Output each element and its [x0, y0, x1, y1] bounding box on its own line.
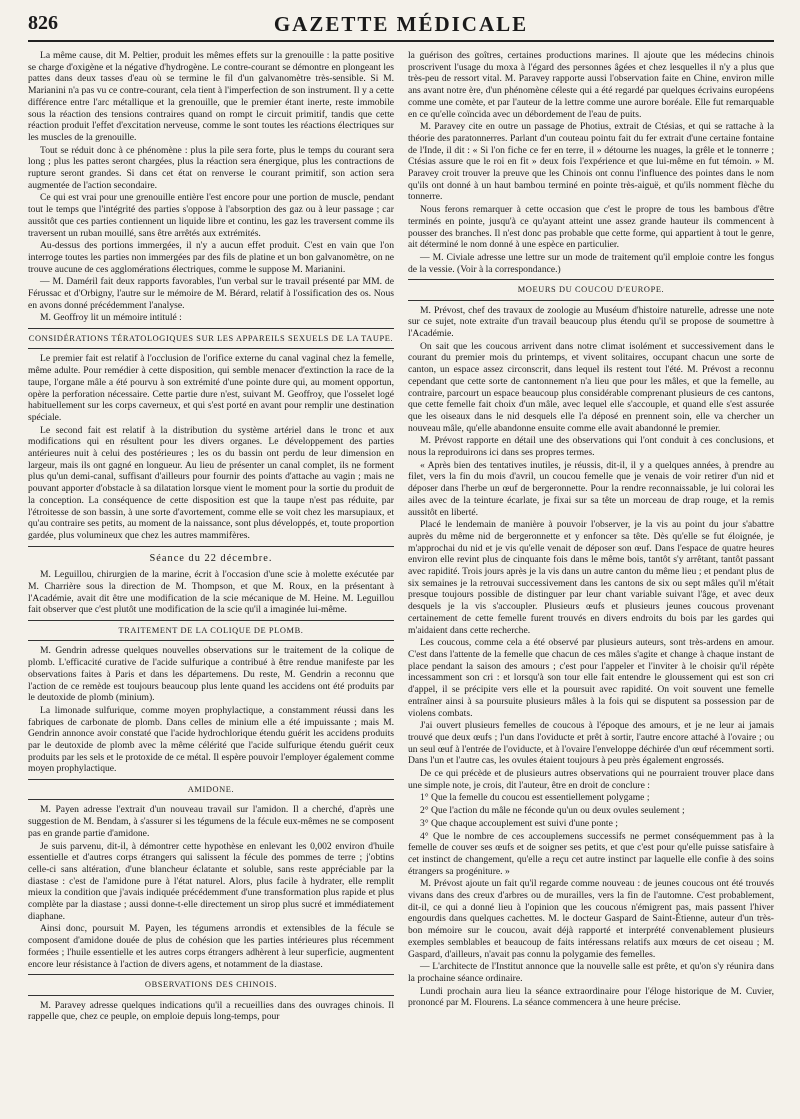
paragraph: Au-dessus des portions immergées, il n'y a aucun effet produit. C'est en vain que l'on interroge toutes les parties non immergées par des fils de platine et un bon galvanomètre, on ne trouve aucune de ces agglomérations électriques, comme le suppose M. Marianini.	[28, 240, 394, 275]
section-rule	[28, 640, 394, 641]
paragraph: 2° Que l'action du mâle ne féconde qu'un ou deux ovules seulement ;	[420, 805, 685, 817]
paragraph: Le premier fait est relatif à l'occlusion de l'orifice externe du canal vaginal chez la femelle, même adulte. Pour remédier à cette disposition, qui semble menacer d'extinction la race de la taupe, l'organe mâle a été pourvu à son extrémité d'une pointe dure qui, au moment opportun, opère la perforation nécessaire. Cette partie dure n'est, suivant M. Geoffroy, que l'osselet logé habituellement sur les corps caverneux, et qui s'est porté en avant pour remplir une destination spéciale.	[28, 353, 394, 423]
section-heading: CONSIDÉRATIONS TÉRATOLOGIQUES SUR LES APPAREILS SEXUELS DE LA TAUPE.	[28, 334, 394, 344]
section-rule	[408, 300, 774, 301]
paragraph: M. Prévost ajoute un fait qu'il regarde comme nouveau : de jeunes coucous ont été trouvés vivans dans des creux d'arbres ou de murailles, vers la fin de l'automne. C'est probablement, dit-il, ce qui a donné lieu à l'opinion que les coucous n'émigrent pas, mais passent l'hiver engourdis dans quelques cachettes. M. le docteur Gaspard de Saint-Étienne, auteur d'un très-bon mémoire sur le coucou, avait déjà rapporté et interprété convenablement plusieurs exemples semblables et beaucoup de faits intéressans relatifs aux mœurs de cet oiseau ; M. Gaspard, d'ailleurs, n'avait pas connu la polygamie des femelles.	[408, 878, 774, 960]
journal-title: GAZETTE MÉDICALE	[273, 12, 529, 36]
paragraph: 3° Que chaque accouplement est suivi d'une ponte ;	[420, 817, 618, 829]
paragraph: La limonade sulfurique, comme moyen prophylactique, a constamment réussi dans les fabriques de carbonate de plomb. Dans celles de minium elle a été impuissante ; mais M. Gendrin annonce avoir constaté que l'acide hydrochlorique étendu guérit les accidens produits par le deutoxide de plomb avec la même célérité que l'acide sulfurique étendu guérit ceux produits par les sels et le protoxide de ce métal. Il espère pouvoir l'employer également comme moyen prophylactique.	[28, 704, 394, 775]
section-rule	[408, 279, 774, 280]
section-rule	[28, 348, 394, 349]
paragraph: 1° Que la femelle du coucou est essentiellement polygame ;	[420, 792, 650, 804]
paragraph: Nous ferons remarquer à cette occasion que c'est le propre de tous les bambous d'être terminés en pointe, jusqu'à ce qu'ayant atteint une assez grande hauteur ils commencent à pousser des branches. Il n'est donc pas probable que cette forme, qui appartient à tout le genre, ait déterminé le nom donné à une espèce en particulier.	[408, 204, 774, 251]
paragraph: M. Paravey cite en outre un passage de Photius, extrait de Ctésias, et qui se rattache à la théorie des paratonnerres. Parlant d'un couteau pointu fait du fer extrait d'une certaine fontaine de l'Inde, il dit : « Si l'on fiche ce fer en terre, il » détourne les nuages, la grêle et le tonnerre ; Ctésias assure que le roi en fit » deux fois l'expérience et que lui-même en fut témoin. » M. Paravey croit trouver la preuve que les Chinois ont connu l'influence des pointes dans le nom qu'ils ont donné à un haut bambou terminé en pointe très-aiguë, et qu'ils nomment flèche du tonnerre.	[408, 121, 774, 203]
paragraph: Ainsi donc, poursuit M. Payen, les tégumens arrondis et extensibles de la fécule se composent d'amidone douée de plus de cohésion que les parties intérieures plus récemment formées ; l'huile essentielle et les autres corps étrangers adhèrent à leur superficie, augmentent encore leur résistance à l'action de divers agens, et notamment de la diastase.	[28, 923, 394, 970]
paragraph: Lundi prochain aura lieu la séance extraordinaire pour l'éloge historique de M. Cuvier, prononcé par M. Flourens. La séance commencera à une heure précise.	[408, 985, 774, 1009]
right-column	[408, 50, 774, 1024]
section-rule	[28, 546, 394, 547]
section-rule	[28, 328, 394, 329]
paragraph: Les coucous, comme cela a été observé par plusieurs auteurs, sont très-ardens en amour. C'est dans l'attente de la femelle que chacun de ces mâles s'agite et change à chaque instant de place pendant la saison des amours ; c'est pour l'appeler et l'inviter à le choisir qu'il répète incessamment son cri : et lorsqu'à son tour elle fait entendre le gloussement qui est son cri d'appel, il se précipite vers elle et la poursuit avec rapidité. On voit souvent une femelle entraîner ainsi à sa poursuite plusieurs mâles à la fois qui se disputent sa possession par de violens combats.	[408, 637, 774, 719]
left-column	[28, 50, 394, 1024]
paragraph: M. Leguillou, chirurgien de la marine, écrit à l'occasion d'une scie à molette exécutée par M. Charrière sous la direction de M. Thompson, et que M. Roux, en la présentant à l'Académie, avait dit être une modification de la scie mécanique de M. Heine. M. Leguillou fait observer que c'est plutôt une modification de la scie qu'il a imaginée lui-même.	[28, 569, 394, 616]
section-heading: MOEURS DU COUCOU D'EUROPE.	[517, 285, 665, 295]
section-heading: TRAITEMENT DE LA COLIQUE DE PLOMB.	[118, 626, 304, 636]
paragraph: Je suis parvenu, dit-il, à démontrer cette hypothèse en enlevant les 0,002 environ d'huile essentielle et d'autres corps étrangers qui salissent la fécule des pommes de terre ; j'obtins celle-ci sans altération, d'une blancheur éclatante et soluble, sans reste appréciable par la diastase : c'est de l'amidone pure à l'état naturel. Alors, plus facile à hydrater, elle remplit mieux la condition que j'avais indiquée précédemment d'une transformation plus rapide et plus complète par la diastase ; aussi donne-t-elle directement un sirop plus sucré et immédiatement diaphane.	[28, 840, 394, 922]
section-rule	[28, 799, 394, 800]
paragraph: M. Geoffroy lit un mémoire intitulé :	[40, 312, 182, 324]
paragraph: La même cause, dit M. Peltier, produit les mêmes effets sur la grenouille : la patte positive se charge d'oxigène et la négative d'hydrogène. Le contre-courant se démontre en plongeant les pattes dans deux tasses d'eau où se termine le fil d'un galvanomètre très-sensible. Si M. Marianini n'a pas vu ce contre-courant, cela tient à l'imperfection de son instrument. Il y a cette différence entre l'arc métallique et la grenouille, que le premier étant inerte, reste immobile sous la réaction des tensions contraires quand on rompt le circuit primitif, tandis que cette réaction produit l'effet d'excitation nerveuse, comme le sont toutes les réactions électriques sur les muscles de la grenouille.	[28, 50, 394, 143]
paragraph: M. Prévost, chef des travaux de zoologie au Muséum d'histoire naturelle, adresse une note sur ce sujet, note extraite d'un travail beaucoup plus étendu qu'il se propose de soumettre à l'Académie.	[408, 304, 774, 340]
paragraph: On sait que les coucous arrivent dans notre climat isolément et successivement dans le courant du premier mois du printemps, et vivent solitaires, occupant chacun une sorte de canton, un espace assez circonscrit, dans lequel ils restent tout l'été. M. Prévost a reconnu cependant que cette sorte de cantonnement n'a lieu que pour les mâles, et que la femelle, au contraire, parcourt un espace beaucoup plus considérable comprenant plusieurs de ces cantons, que cette femelle fait choix d'un mâle, avec lequel elle s'accouple, et quand elle s'est assurée que les oiseaux dans le nid desquels elle l'a déposé en prennent soin, elle va chercher un nouveau mâle, qu'elle abandonne ensuite comme elle avait abandonné le premier.	[408, 340, 774, 434]
paragraph: — M. Civiale adresse une lettre sur un mode de traitement qu'il emploie contre les fongus de la vessie. (Voir à la correspondance.)	[408, 251, 774, 275]
paragraph: M. Gendrin adresse quelques nouvelles observations sur le traitement de la colique de plomb. L'efficacité curative de l'acide sulfurique a contribué à être rendue manifeste par les observations faites à Paris et dans les départemens. Du reste, M. Gendrin a reconnu que l'action de ce remède est toujours beaucoup plus lente quand les accidens ont été produits par le deutoxide de plomb (minium).	[28, 645, 394, 704]
paragraph: M. Prévost rapporte en détail une des observations qui l'ont conduit à ces conclusions, et nous la reproduirons ici dans ses propres termes.	[408, 435, 774, 459]
paragraph: — M. Daméril fait deux rapports favorables, l'un verbal sur le travail présenté par MM. de Férussac et d'Orbigny, l'autre sur le mémoire de M. Bérard, relatif à l'ossification des os. Nous en avons donné précédemment l'analyse.	[28, 276, 394, 311]
section-rule	[28, 779, 394, 780]
paragraph: J'ai ouvert plusieurs femelles de coucous à l'époque des amours, et je ne leur ai jamais trouvé que deux œufs ; l'un dans l'oviducte et prêt à sortir, l'autre encore attaché à l'ovaire ; ou un seul œuf à l'entrée de l'oviducte, et à l'ovaire l'enveloppe déchirée d'un œuf récemment sorti. Dans l'un et l'autre cas, les ovules étaient toujours à peu près également engrossés.	[408, 720, 774, 767]
section-rule	[28, 620, 394, 621]
paragraph: M. Payen adresse l'extrait d'un nouveau travail sur l'amidon. Il a cherché, d'après une suggestion de M. Bendam, à s'assurer si les tégumens de la fécule eux-mêmes ne se composent pas en grande partie d'amidone.	[28, 804, 394, 839]
section-heading: Séance du 22 décembre.	[149, 552, 273, 564]
paragraph: Ce qui est vrai pour une grenouille entière l'est encore pour une portion de muscle, pendant tout le temps que l'intégrité des parties s'oppose à l'absorption des gaz ou à leur passage ; car aussitôt que ces parties contiennent un liquide libre et continu, les gaz les traversent comme ils traversent un ruban mouillé, sans être arrêtés aux extrémités.	[28, 192, 394, 239]
text-columns	[28, 50, 774, 1024]
paragraph: « Après bien des tentatives inutiles, je réussis, dit-il, il y a quelques années, à prendre au filet, vers la fin du mois d'avril, un coucou femelle que je venais de voir retirer d'un nid et déposer dans l'herbe un œuf de bergeronnette. Pour la rendre reconnaissable, je lui colorai les ailes avec de la teinture écarlate, je fixai sur sa tête un morceau de drap rouge, et la remis aussitôt en liberté.	[408, 459, 774, 518]
section-rule	[28, 974, 394, 975]
paragraph: De ce qui précède et de plusieurs autres observations qui ne pourraient trouver place dans une simple note, je crois, dit l'auteur, être en droit de conclure :	[408, 768, 774, 791]
paragraph: M. Paravey adresse quelques indications qu'il a recueillies dans des ouvrages chinois. Il rappelle que, chez ce peuple, on emploie depuis long-temps, pour	[28, 999, 394, 1023]
section-heading: OBSERVATIONS DES CHINOIS.	[144, 980, 278, 990]
paragraph: Le second fait est relatif à la distribution du système artériel dans le tronc et aux modifications qui en résultent pour les divers organes. Le développement des parties antérieures nuit à celui des postérieures ; les os du bassin ont perdu de leur dimension en largeur, mais ils ont gagné en longueur. Au lieu de présenter un canal complet, ils ne forment plus qu'un demi-canal, suffisant d'ailleurs pour fournir des points d'attache au vagin ; mais ne pouvant apporter d'obstacle à sa dilatation lorsque vient le moment pour la sortie du produit de la conception. La conséquence de cette disposition est que la taupe n'est pas réduite, par l'étroitesse de son bassin, à une sorte d'avortement, comme elle se voit chez les marsupiaux, et qu'au contraire ses petits, au moment de la naissance, sont plus développés, et, toute proportion gardée, plus volumineux que chez les autres mammifères.	[28, 424, 394, 541]
paragraph: 4° Que le nombre de ces accouplemens successifs ne permet conséquemment pas à la femelle de couver ses œufs et de soigner ses petits, et que c'est pour qu'elle puisse satisfaire à cet instinct de changement, qu'elle a reçu cet autre instinct par laquelle elle confie à des soins étrangers sa progéniture. »	[408, 830, 774, 877]
paragraph: Placé le lendemain de manière à pouvoir l'observer, je la vis au point du jour s'abattre auprès du même nid de bergeronnette et y enfoncer sa tête. Dès qu'elle se fut éloignée, je m'approchai du nid et je vis qu'elle venait de déposer son œuf. Dans l'espace de quatre heures environ elle revint plus de cinquante fois dans le même bois, tantôt s'y arrêtant, tantôt passant avec rapidité. Trois jours après je la vis dans un autre canton du même lieu ; et pendant plus de six semaines je la retrouvai successivement dans les cantons de six ou sept mâles qu'il m'était presque toujours possible de distinguer par leur chant variable suivant l'âge, et avec deux desquels je la vis s'accoupler. Plusieurs œufs et plusieurs jeunes coucous provenant certainement de cette femelle furent trouvés en divers endroits du bois par les gardes qui m'aidaient dans cette recherche.	[408, 519, 774, 636]
paragraph: la guérison des goîtres, certaines productions marines. Il ajoute que les médecins chinois proscrivent l'usage du moxa à l'égard des personnes âgées et chez lesquelles il n'y a plus que très-peu de ressort vital. M. Paravey rapporte aussi l'observation faite en Chine, environ mille ans avant notre ère, d'un phénomène céleste qui a été regardé par quelques écrivains européens comme une comète, et par l'auteur de la lettre comme une aurore boréale. Elle fut remarquable en ce qu'elle coïncida avec un débordement de l'eau de puits.	[408, 50, 774, 120]
page-header	[28, 10, 774, 42]
paragraph: Tout se réduit donc à ce phénomène : plus la pile sera forte, plus le temps du courant sera long ; plus les pattes seront chargées, plus la réaction sera énergique, plus les contractions de rupture seront grandes. Si dans cet état on renverse le courant primitif, son action sera augmentée de l'action secondaire.	[28, 144, 394, 191]
page-number: 826	[28, 12, 58, 34]
section-heading: AMIDONE.	[187, 785, 235, 795]
section-rule	[28, 995, 394, 996]
paragraph: — L'architecte de l'Institut annonce que la nouvelle salle est prête, et qu'on s'y réunira dans la prochaine séance ordinaire.	[408, 961, 774, 984]
